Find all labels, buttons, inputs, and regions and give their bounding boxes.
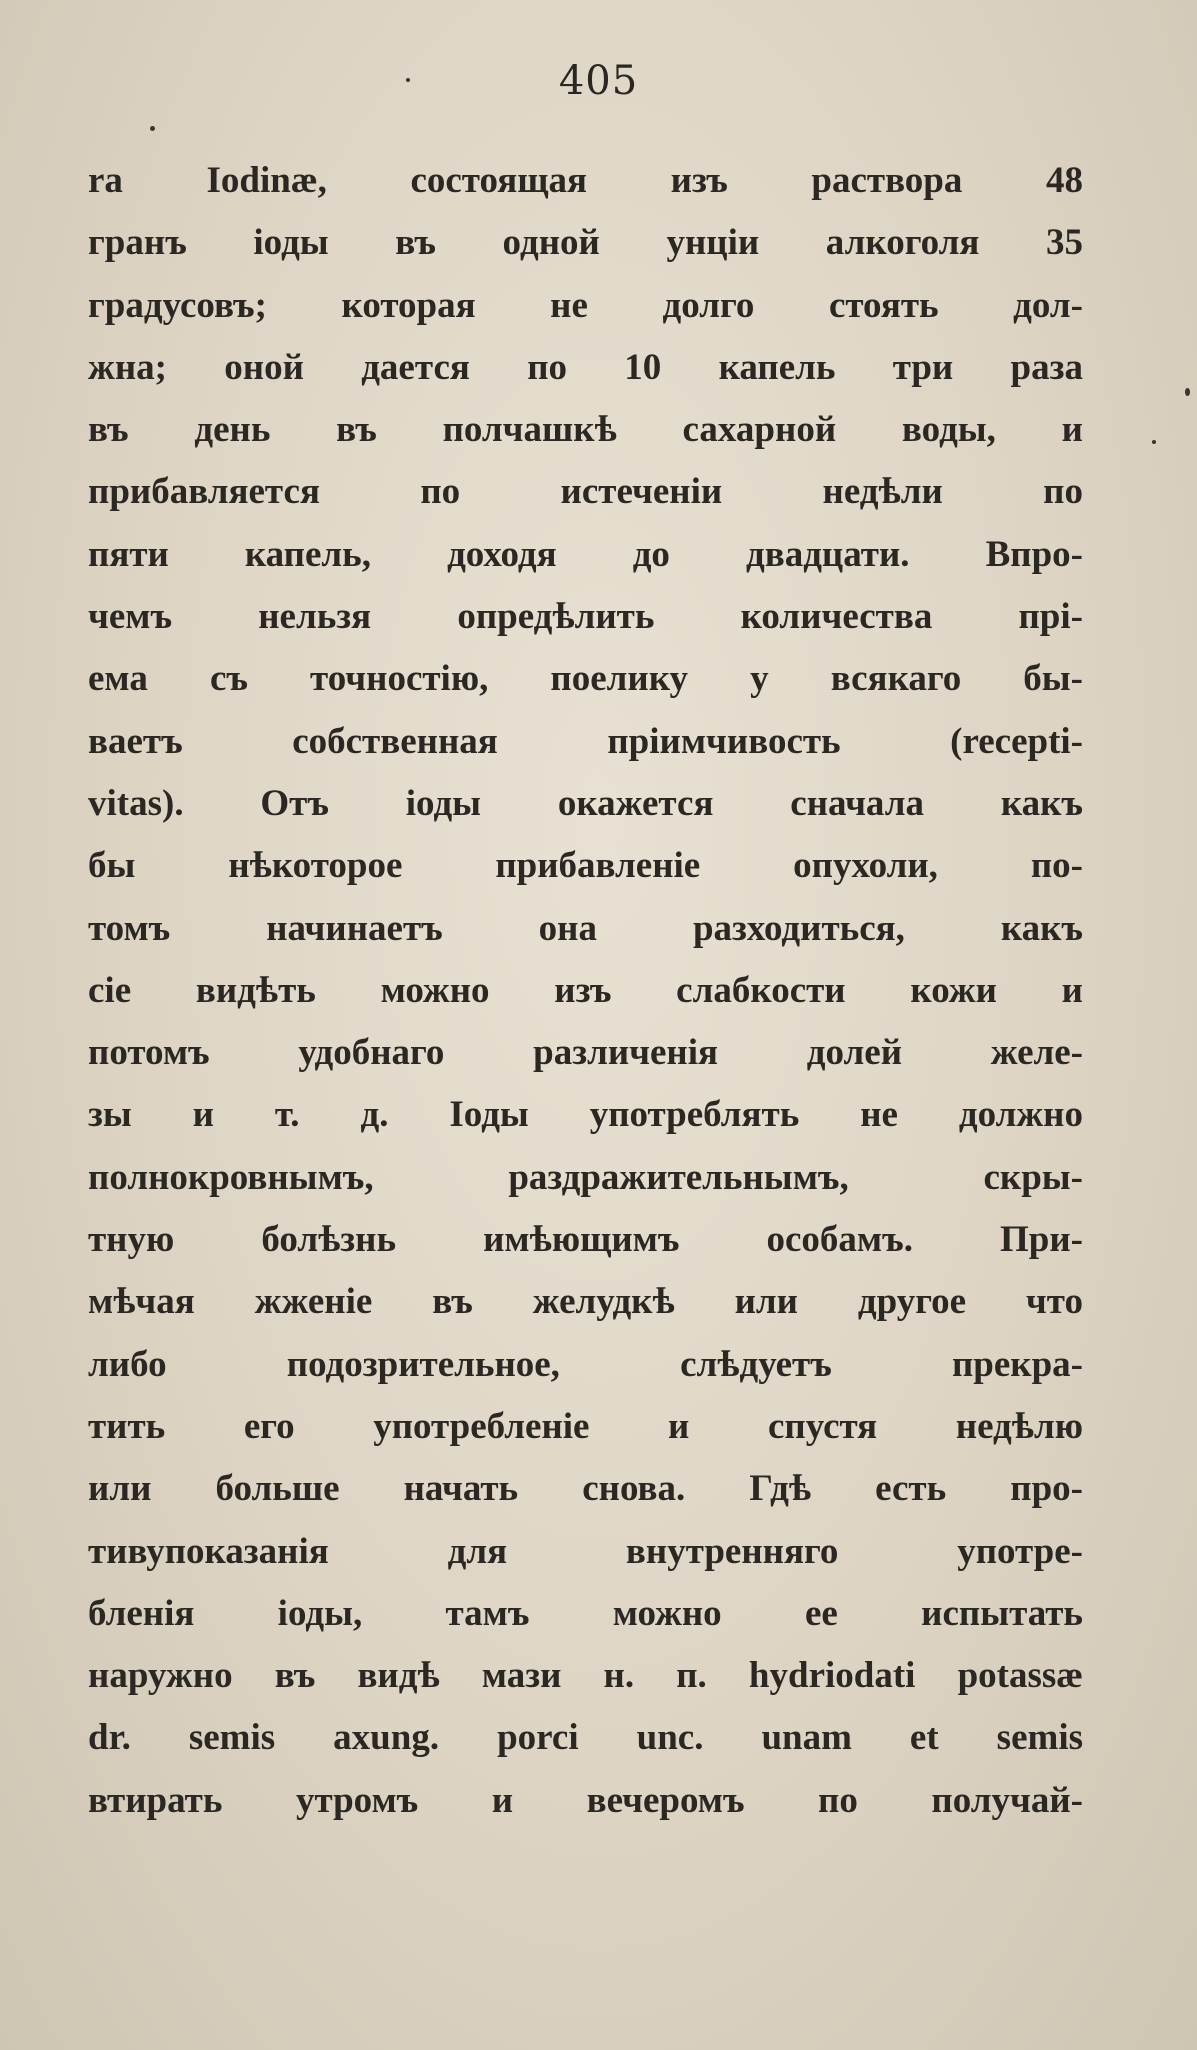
text-line: втирать утромъ и вечеромъ по получай- [88,1779,1083,1821]
text-line: потомъ удобнаго различенія долей желе- [88,1032,1083,1074]
text-line: сіе видѣть можно изъ слабкости кожи и [88,969,1083,1011]
text-line: либо подозрительное, слѣдуетъ прекра- [88,1343,1083,1385]
ink-speck [1152,440,1156,444]
text-line: ваетъ собственная пріимчивость (recepti- [88,720,1083,762]
text-line: тную болѣзнь имѣющимъ особамъ. При- [88,1219,1083,1261]
text-line: наружно въ видѣ мази н. п. hydriodati potassæ [88,1655,1083,1697]
text-line: чемъ нельзя опредѣлить количества прі- [88,596,1083,638]
page-text [88,150,1083,1832]
ink-speck [150,126,155,131]
text-line: жна; оной дается по 10 капель три раза [88,346,1083,388]
text-line: мѣчая жженіе въ желудкѣ или другое что [88,1281,1083,1323]
text-line: въ день въ полчашкѣ сахарной воды, и [88,409,1083,451]
text-line: градусовъ; которая не долго стоять дол- [88,284,1083,326]
text-line: гранъ іоды въ одной унціи алкоголя 35 [88,222,1083,264]
text-line: vitas). Отъ іоды окажется сначала какъ [88,782,1083,824]
text-line: полнокровнымъ, раздражительнымъ, скры- [88,1156,1083,1198]
ink-speck [1185,388,1190,396]
text-line: зы и т. д. Іоды употреблять не должно [88,1094,1083,1136]
page-number: 405 [558,58,639,104]
text-line: пяти капель, доходя до двадцати. Впро- [88,533,1083,575]
text-line: ема съ точностію, поелику у всякаго бы- [88,658,1083,700]
ink-speck [406,78,410,82]
text-line: томъ начинаетъ она разходиться, какъ [88,907,1083,949]
text-line: бы нѣкоторое прибавленіе опухоли, по- [88,845,1083,887]
text-line: тивупоказанія для внутренняго употре- [88,1530,1083,1572]
text-line: бленія іоды, тамъ можно ее испытать [88,1592,1083,1634]
text-line: тить его употребленіе и спустя недѣлю [88,1405,1083,1447]
text-line: или больше начать снова. Гдѣ есть про- [88,1468,1083,1510]
text-line: ra Iodinæ, состоящая изъ раствора 48 [88,160,1083,201]
text-line: dr. semis axung. porci unc. unam et semis [88,1717,1083,1759]
text-line: прибавляется по истеченіи недѣли по [88,471,1083,513]
